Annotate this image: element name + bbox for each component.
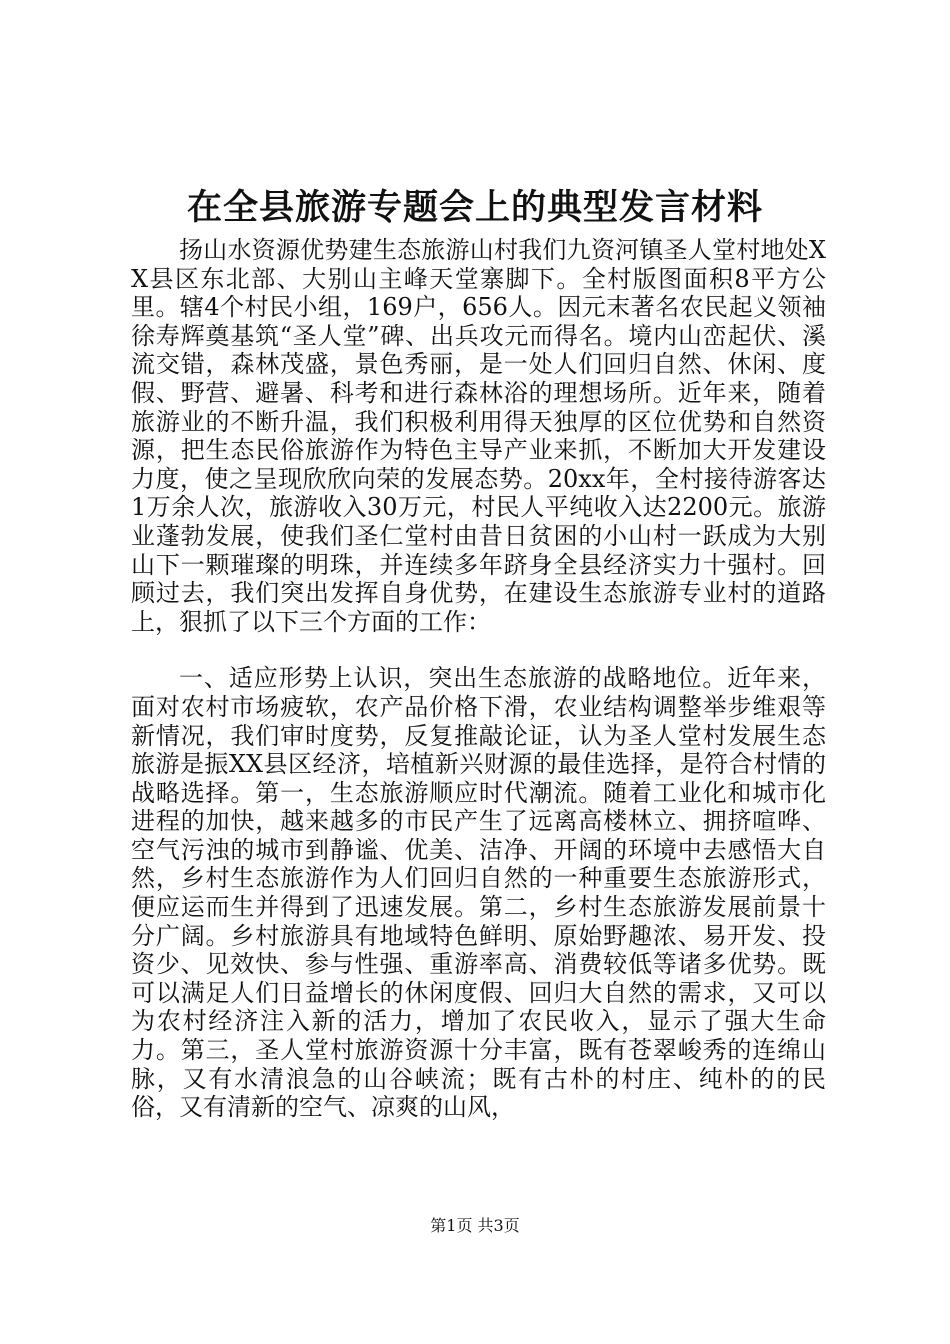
document-body: [131, 236, 826, 1122]
paragraph-section-one: 一、适应形势上认识，突出生态旅游的战略地位。近年来，面对农村市场疲软，农产品价格下滑，农业结构调整举步维艰等新情况，我们审时度势，反复推敲论证，认为圣人堂村发展生态旅游是振XX县区经济，培植新兴财源的最佳选择，是符合村情的战略选择。第一，生态旅游顺应时代潮流。随着工业化和城市化进程的加快，越来越多的市民产生了远离高楼林立、拥挤喧哗、空气污浊的城市到静谧、优美、洁净、开阔的环境中去感悟大自然，乡村生态旅游作为人们回归自然的一种重要生态旅游形式，便应运而生并得到了迅速发展。第二，乡村生态旅游发展前景十分广阔。乡村旅游具有地域特色鲜明、原始野趣浓、易开发、投资少、见效快、参与性强、重游率高、消费较低等诸多优势。既可以满足人们日益增长的休闲度假、回归大自然的需求，又可以为农村经济注入新的活力，增加了农民收入，显示了强大生命力。第三，圣人堂村旅游资源十分丰富，既有苍翠峻秀的连绵山脉，又有水清浪急的山谷峡流；既有古朴的村庄、纯朴的的民俗，又有清新的空气、凉爽的山风，: [131, 664, 826, 1122]
document-title: 在全县旅游专题会上的典型发言材料: [186, 187, 763, 228]
paragraph-intro: 扬山水资源优势建生态旅游山村我们九资河镇圣人堂村地处XX县区东北部、大别山主峰天堂寨脚下。全村版图面积8平方公里。辖4个村民小组，169户，656人。因元末著名农民起义领袖徐寿辉奠基筑“圣人堂”碑、出兵攻元而得名。境内山峦起伏、溪流交错，森林茂盛，景色秀丽，是一处人们回归自然、休闲、度假、野营、避暑、科考和进行森林浴的理想场所。近年来，随着旅游业的不断升温，我们积极利用得天独厚的区位优势和自然资源，把生态民俗旅游作为特色主导产业来抓，不断加大开发建设力度，使之呈现欣欣向荣的发展态势。20xx年，全村接待游客达1万余人次，旅游收入30万元，村民人平纯收入达2200元。旅游业蓬勃发展，使我们圣仁堂村由昔日贫困的小山村一跃成为大别山下一颗璀璨的明珠，并连续多年跻身全县经济实力十强村。回顾过去，我们突出发挥自身优势，在建设生态旅游专业村的道路上，狠抓了以下三个方面的工作：: [131, 236, 826, 636]
page-number-footer: 第1页 共3页: [430, 1216, 520, 1235]
